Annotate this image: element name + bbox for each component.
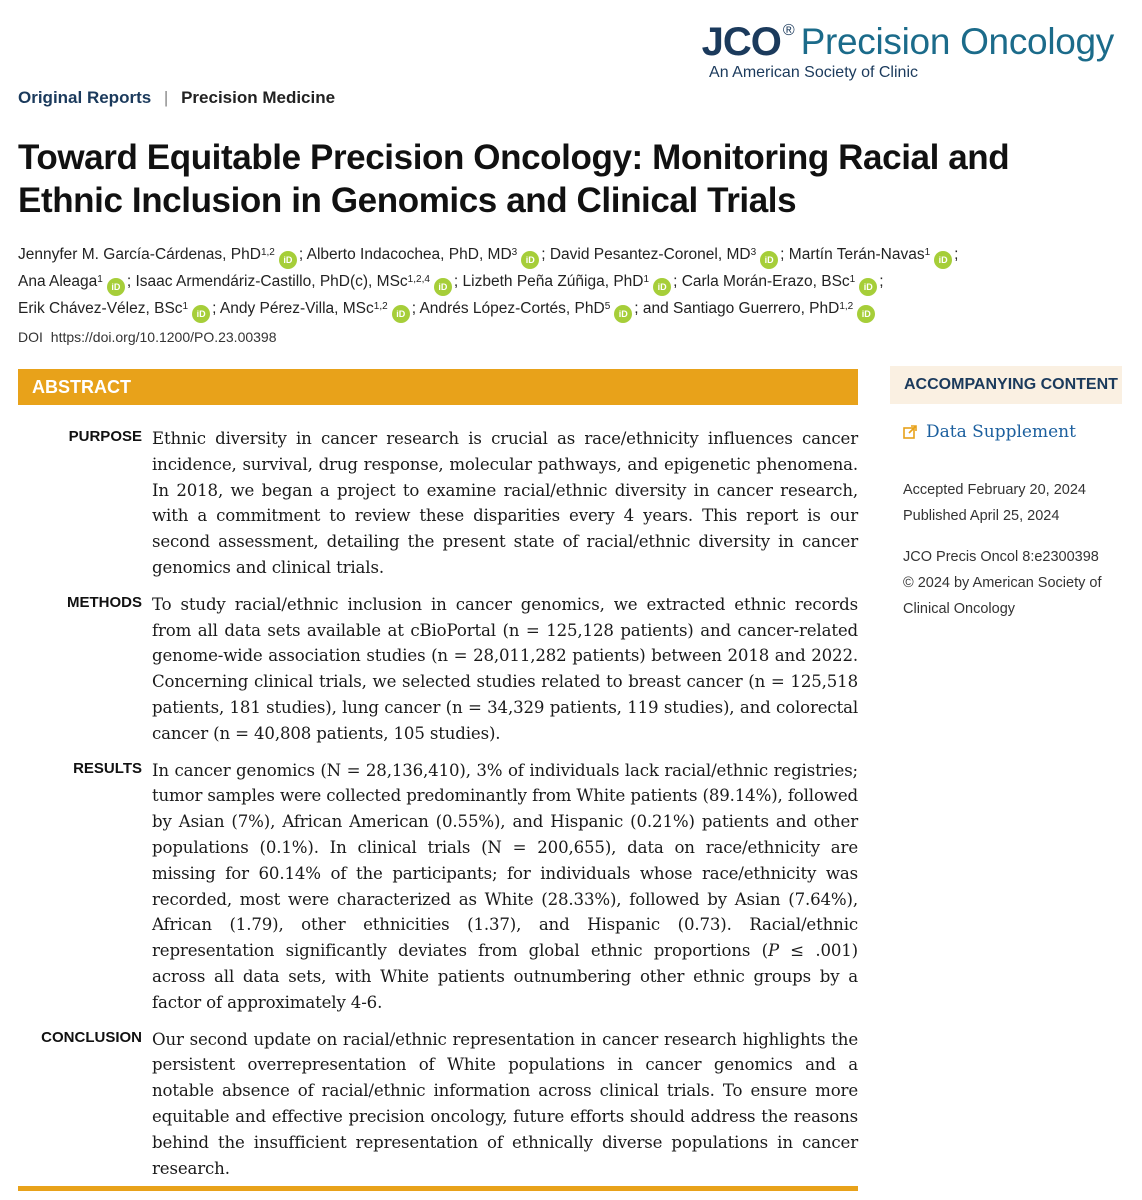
accepted-date: Accepted February 20, 2024 bbox=[903, 482, 1086, 498]
doi-line bbox=[18, 329, 277, 345]
bottom-divider bbox=[18, 1186, 858, 1191]
author-separator: ; bbox=[879, 273, 884, 290]
author-affiliation: 1,2,4 bbox=[407, 274, 430, 285]
orcid-icon[interactable]: iD bbox=[392, 305, 410, 323]
abstract-section-conclusion bbox=[18, 1027, 858, 1182]
orcid-icon[interactable]: iD bbox=[934, 251, 952, 269]
results-text-part2: ≤ .001) across all data sets, with White patients outnumbering other ethnic groups by a factor of approximately 4-6. bbox=[152, 941, 858, 1012]
author bbox=[682, 273, 884, 290]
external-link-icon bbox=[903, 425, 917, 439]
author-separator: ; bbox=[126, 273, 132, 290]
orcid-icon[interactable]: iD bbox=[857, 305, 875, 323]
p-value-symbol: P bbox=[767, 941, 779, 961]
author-list bbox=[18, 242, 1108, 323]
published-date: Published April 25, 2024 bbox=[903, 508, 1060, 524]
author-affiliation: 1 bbox=[643, 274, 650, 285]
citation-info bbox=[903, 544, 1101, 622]
doi-link[interactable]: https://doi.org/10.1200/PO.23.00398 bbox=[50, 329, 277, 345]
category-sub[interactable]: Precision Medicine bbox=[181, 88, 336, 107]
author-name: Martín Terán-Navas bbox=[788, 246, 925, 263]
author bbox=[550, 246, 785, 263]
article-title: Toward Equitable Precision Oncology: Monitoring Racial and Ethnic Inclusion in Genomics and Clinical Trials bbox=[18, 138, 1010, 220]
author bbox=[18, 300, 216, 317]
author-affiliation: 3 bbox=[511, 247, 518, 258]
results-text-part1: In cancer genomics (N = 28,136,410), 3% of individuals lack racial/ethnic registries; tumor samples were collected predominantly from White patients (89.14%), followed by Asian (7%), African American (0.55%), and Hispanic (0.21%) patients and other populations (0.1%). In clinical trials (N = 200,655), data on race/ethnicity are missing for 60.14% of the participants; for individuals whose race/ethnicity was recorded, most were characterized as White (28.33%), followed by Asian (7.64%), African (1.79), other ethnicities (1.37), and Hispanic (0.73). Racial/ethnic representation significantly deviates from global ethnic proportions ( bbox=[152, 760, 858, 961]
author-separator: ; bbox=[212, 300, 217, 317]
author bbox=[18, 273, 131, 290]
author-separator: ; bbox=[673, 273, 678, 290]
author-affiliation: 5 bbox=[604, 301, 611, 312]
journal-brand: JCO bbox=[701, 20, 781, 64]
author-name: Lizbeth Peña Zúñiga, PhD bbox=[462, 273, 644, 290]
author-name: Erik Chávez-Vélez, BSc bbox=[18, 300, 183, 317]
journal-society: An American Society of Clinic bbox=[709, 64, 918, 81]
author-separator: ; and bbox=[634, 300, 669, 317]
section-label: RESULTS bbox=[73, 759, 142, 777]
abstract-section-methods bbox=[18, 592, 858, 747]
orcid-icon[interactable]: iD bbox=[279, 251, 297, 269]
abstract-heading: ABSTRACT bbox=[18, 369, 858, 405]
orcid-icon[interactable]: iD bbox=[192, 305, 210, 323]
citation: JCO Precis Oncol 8:e2300398 bbox=[903, 549, 1099, 565]
copyright-line-2: Clinical Oncology bbox=[903, 601, 1016, 617]
journal-name: Precision Oncology bbox=[800, 21, 1114, 62]
article-category bbox=[18, 88, 335, 108]
author-name: Carla Morán-Erazo, BSc bbox=[681, 273, 850, 290]
author-affiliation: 1,2 bbox=[839, 301, 854, 312]
author bbox=[419, 300, 668, 317]
copyright-line-1: © 2024 by American Society of bbox=[903, 575, 1102, 591]
author bbox=[463, 273, 678, 290]
date-info bbox=[903, 477, 1086, 529]
author-separator: ; bbox=[453, 273, 459, 290]
author-affiliation: 1,2 bbox=[373, 301, 388, 312]
abstract-sections bbox=[18, 426, 858, 1192]
doi-label: DOI bbox=[18, 329, 43, 345]
author bbox=[673, 300, 877, 317]
section-label: PURPOSE bbox=[68, 428, 142, 445]
author-separator: ; bbox=[298, 246, 304, 263]
section-text bbox=[152, 758, 858, 1016]
category-separator: | bbox=[163, 88, 169, 107]
orcid-icon[interactable]: iD bbox=[653, 278, 671, 296]
data-supplement-link[interactable] bbox=[903, 422, 1076, 442]
orcid-icon[interactable]: iD bbox=[859, 278, 877, 296]
author-separator: ; bbox=[780, 246, 785, 263]
author-affiliation: 1 bbox=[849, 274, 856, 285]
section-text: Our second update on racial/ethnic representation in cancer research highlights the persistent overrepresentation of White populations in cancer genomics and a notable absence of racial/ethnic information across clinical trials. To ensure more equitable and effective precision oncology, future efforts should address the reasons behind the insufficient representation of ethnically diverse populations in cancer research. bbox=[152, 1029, 858, 1178]
author bbox=[220, 300, 416, 317]
author-separator: ; bbox=[541, 246, 546, 263]
section-text: To study racial/ethnic inclusion in cancer genomics, we extracted ethnic records from all data sets available at cBioPortal (n = 125,128 patients) and cancer-related genome-wide association studies (n = 28,011,282 patients) between 2018 and 2022. Concerning clinical trials, we selected studies related to breast cancer (n = 125,518 patients, 181 studies), lung cancer (n = 34,329 patients, 119 studies), and colorectal cancer (n = 40,808 patients, 105 studies). bbox=[152, 594, 858, 743]
abstract-section-results bbox=[18, 758, 858, 1016]
author-name: Santiago Guerrero, PhD bbox=[673, 300, 840, 317]
author bbox=[789, 246, 959, 263]
author-name: Andy Pérez-Villa, MSc bbox=[219, 300, 374, 317]
section-label: CONCLUSION bbox=[41, 1028, 142, 1046]
author-name: Ana Aleaga bbox=[18, 273, 98, 290]
author-name: Alberto Indacochea, PhD, MD bbox=[306, 246, 512, 263]
orcid-icon[interactable]: iD bbox=[434, 278, 452, 296]
category-main[interactable]: Original Reports bbox=[18, 88, 152, 107]
author-affiliation: 3 bbox=[750, 247, 757, 258]
author-affiliation: 1 bbox=[182, 301, 189, 312]
author bbox=[18, 246, 303, 263]
author bbox=[135, 273, 458, 290]
orcid-icon[interactable]: iD bbox=[614, 305, 632, 323]
author-name: Jennyfer M. García-Cárdenas, PhD bbox=[18, 246, 261, 263]
section-label: METHODS bbox=[67, 593, 142, 611]
author-name: Andrés López-Cortés, PhD bbox=[419, 300, 605, 317]
abstract-section-purpose bbox=[18, 426, 858, 581]
data-supplement-label[interactable]: Data Supplement bbox=[926, 422, 1076, 442]
author-affiliation: 1 bbox=[97, 274, 103, 285]
section-text: Ethnic diversity in cancer research is crucial as race/ethnicity influences cancer incidence, survival, drug response, molecular pathways, and epigenetic phenomena. In 2018, we began a project to examine racial/ethnic diversity in cancer research, with a commitment to review these disparities every 4 years. This report is our second assessment, detailing the present state of racial/ethnic diversity in cancer genomics and clinical trials. bbox=[152, 429, 858, 577]
journal-logo bbox=[702, 18, 1114, 82]
registered-mark: ® bbox=[782, 22, 795, 39]
author-affiliation: 1,2 bbox=[260, 247, 275, 258]
author-separator: ; bbox=[954, 246, 959, 263]
author-name: Isaac Armendáriz-Castillo, PhD(c), MSc bbox=[135, 273, 408, 290]
accompanying-content-heading: ACCOMPANYING CONTENT bbox=[890, 366, 1122, 404]
author-separator: ; bbox=[411, 300, 416, 317]
author-name: David Pesantez-Coronel, MD bbox=[549, 246, 751, 263]
orcid-icon[interactable]: iD bbox=[521, 251, 539, 269]
orcid-icon[interactable]: iD bbox=[107, 278, 125, 296]
author bbox=[307, 246, 546, 263]
author-affiliation: 1 bbox=[924, 247, 931, 258]
orcid-icon[interactable]: iD bbox=[760, 251, 778, 269]
